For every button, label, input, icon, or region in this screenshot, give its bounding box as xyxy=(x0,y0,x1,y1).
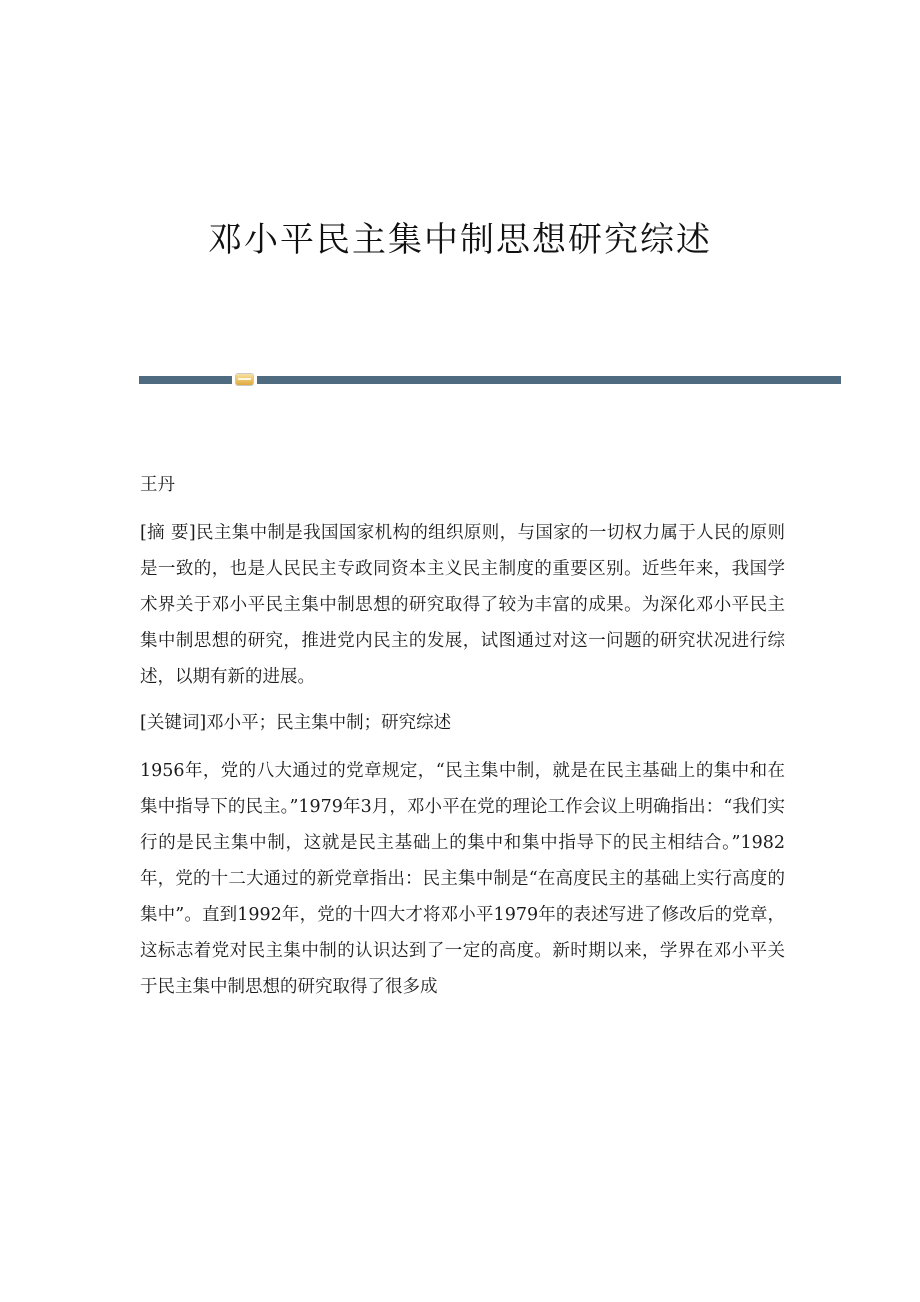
abstract-label: [摘 要] xyxy=(140,523,196,543)
abstract-text: 民主集中制是我国国家机构的组织原则，与国家的一切权力属于人民的原则是一致的，也是人民民主专政同资本主义民主制度的重要区别。近些年来，我国学术界关于邓小平民主集中制思想的研究取得了较为丰富的成果。为深化邓小平民主集中制思想的研究，推进党内民主的发展，试图通过对这一问题的研究状况进行综述，以期有新的进展。 xyxy=(140,523,785,687)
divider-right-bar xyxy=(257,376,841,384)
body-paragraph: 1956年，党的八大通过的党章规定，“民主集中制，就是在民主基础上的集中和在集中指导下的民主。”1979年3月，邓小平在党的理论工作会议上明确指出：“我们实行的是民主集中制，这就是民主基础上的集中和集中指导下的民主相结合。”1982年，党的十二大通过的新党章指出：民主集中制是“在高度民主的基础上实行高度的集中”。直到1992年，党的十四大才将邓小平1979年的表述写进了修改后的党章，这标志着党对民主集中制的认识达到了一定的高度。新时期以来，学界在邓小平关于民主集中制思想的研究取得了很多成 xyxy=(140,761,785,997)
title-divider xyxy=(139,374,841,386)
article-body xyxy=(140,467,785,1005)
divider-left-bar xyxy=(139,376,232,384)
keywords-text: 邓小平；民主集中制；研究综述 xyxy=(206,713,452,733)
keywords xyxy=(140,705,785,741)
keywords-label: [关键词] xyxy=(140,713,207,733)
abstract xyxy=(140,515,785,695)
page-title: 邓小平民主集中制思想研究综述 xyxy=(208,220,712,260)
author-name: 王丹 xyxy=(140,475,175,495)
divider-ornament-icon xyxy=(236,374,253,385)
